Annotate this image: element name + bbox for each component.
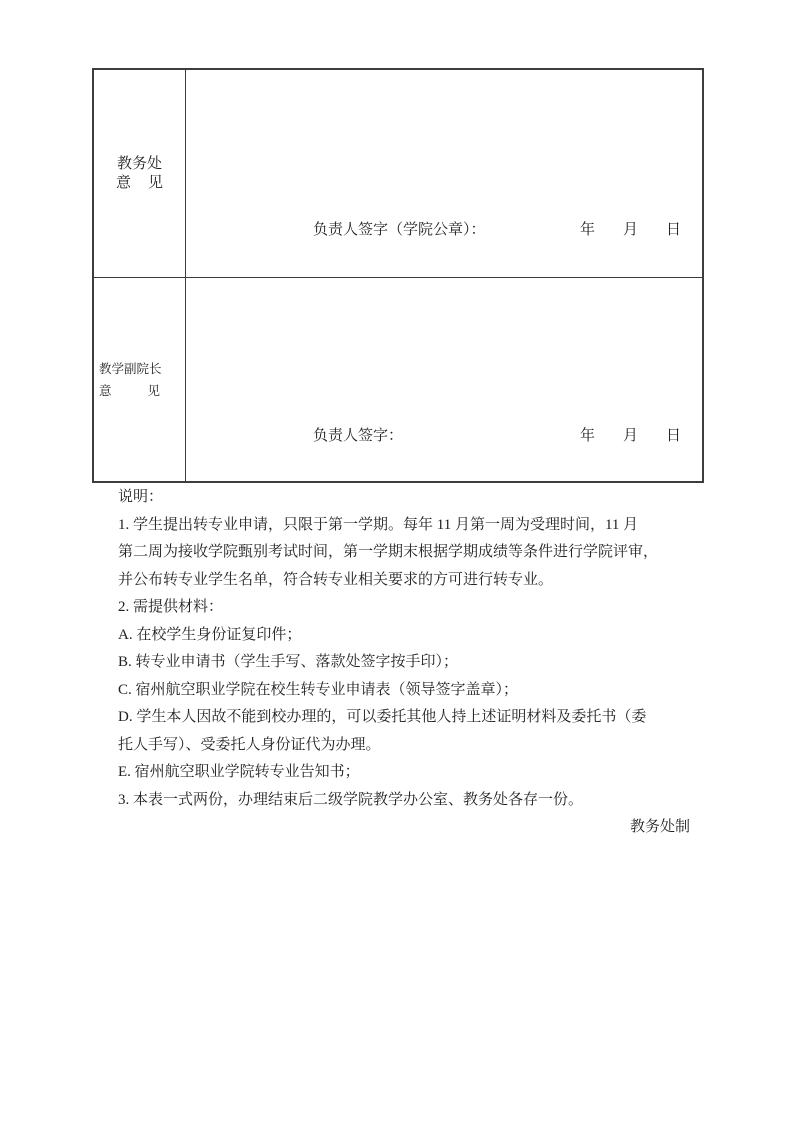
date-day-label: 日	[665, 222, 681, 238]
opinion-cell-academic-affairs	[186, 70, 702, 277]
row-label-line1: 教学副院长	[99, 361, 162, 376]
note-line-1-cont-b: 并公布转专业学生名单，符合转专业相关要求的方可进行转专业。	[118, 571, 554, 588]
date-year-label: 年	[579, 428, 595, 444]
notes-section	[118, 484, 704, 842]
row-label-char-jian: 见	[147, 383, 160, 398]
note-item-e: E. 宿州航空职业学院转专业告知书；	[118, 764, 360, 780]
signature-label: 负责人签字：	[313, 428, 404, 444]
date-year-label: 年	[579, 222, 595, 238]
date-fields	[580, 426, 681, 446]
row-label-char-yi: 意	[99, 383, 112, 398]
row-label	[99, 358, 160, 402]
row-label-char-jian: 见	[147, 174, 163, 191]
signature-line	[313, 426, 681, 446]
note-item-d-cont: 托人手写）、受委托人身份证代为办理。	[118, 736, 381, 753]
note-line-1-cont-a: 第二周为接收学院甄别考试时间，第一学期末根据学期成绩等条件进行学院评审，	[118, 544, 659, 560]
date-month-label: 月	[622, 222, 638, 238]
date-fields	[580, 220, 681, 240]
signature-label: 负责人签字（学院公章）：	[313, 222, 486, 238]
note-line-3: 3. 本表一式两份，办理结束后二级学院教学办公室、教务处各存一份。	[118, 791, 584, 808]
signature-line	[313, 220, 681, 240]
prepared-by-label: 教务处制	[629, 819, 690, 835]
row-label-line2	[99, 380, 160, 402]
label-cell-academic-affairs	[94, 70, 186, 277]
approval-table	[92, 68, 704, 483]
table-row-academic-affairs-opinion	[94, 70, 702, 278]
note-item-d: D. 学生本人因故不能到校办理的，可以委托其他人持上述证明材料及委托书（委	[118, 709, 647, 725]
row-label-char-yi: 意	[116, 174, 132, 191]
row-label-line2	[116, 174, 163, 193]
note-line-2: 2. 需提供材料：	[118, 599, 224, 615]
date-day-label: 日	[665, 428, 681, 444]
row-label	[116, 155, 163, 193]
table-row-vice-dean-opinion	[94, 278, 702, 481]
row-label-line1: 教务处	[116, 155, 162, 172]
note-line-1: 1. 学生提出转专业申请，只限于第一学期。每年 11 月第一周为受理时间，11 月	[118, 516, 639, 533]
label-cell-vice-dean	[94, 278, 186, 481]
note-item-a: A. 在校学生身份证复印件；	[118, 626, 302, 643]
note-item-b: B. 转专业申请书（学生手写、落款处签字按手印）；	[118, 654, 459, 670]
notes-heading: 说明：	[118, 489, 164, 505]
note-item-c: C. 宿州航空职业学院在校生转专业申请表（领导签字盖章）；	[118, 681, 519, 698]
date-month-label: 月	[622, 428, 638, 444]
opinion-cell-vice-dean	[186, 278, 702, 481]
